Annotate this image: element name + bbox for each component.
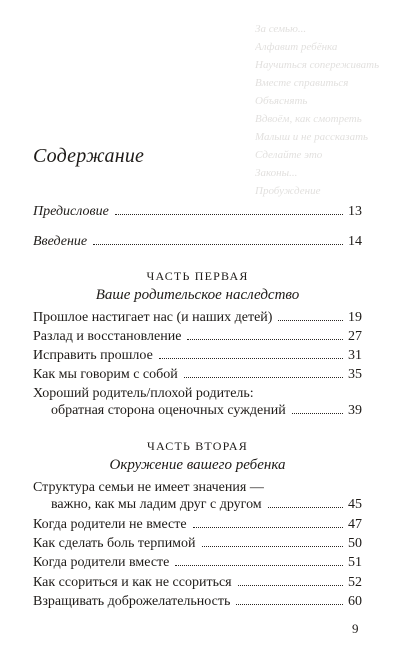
toc-page-number: 47 bbox=[348, 517, 362, 532]
toc-entry-text-continued: важно, как мы ладим друг с другом bbox=[51, 497, 262, 512]
toc-entry[interactable] bbox=[33, 347, 362, 364]
part-one-label: ЧАСТЬ ПЕРВАЯ bbox=[146, 269, 249, 283]
toc-entry-text: Как сделать боль терпимой bbox=[33, 536, 196, 551]
toc-entry-text: Когда родители не вместе bbox=[33, 517, 187, 532]
toc-page-number: 51 bbox=[348, 555, 362, 570]
toc-page-number: 27 bbox=[348, 329, 362, 344]
toc-page-number: 14 bbox=[348, 234, 362, 249]
toc-page-number: 19 bbox=[348, 310, 362, 325]
toc-entry-text-continued: обратная сторона оценочных суждений bbox=[51, 403, 286, 418]
leader-dots bbox=[202, 546, 343, 547]
toc-page-number: 35 bbox=[348, 367, 362, 382]
toc-entry-text: Разлад и восстановление bbox=[33, 329, 182, 344]
toc-entry-text: Исправить прошлое bbox=[33, 348, 153, 363]
toc-entry-text: Структура семьи не имеет значения — bbox=[33, 480, 264, 495]
toc-entry[interactable] bbox=[33, 554, 362, 571]
toc-entry-text: Прошлое настигает нас (и наших детей) bbox=[33, 310, 273, 325]
toc-page-number: 39 bbox=[348, 403, 362, 418]
toc-entry-text: Когда родители вместе bbox=[33, 555, 170, 570]
bleed-line: Алфавит ребёнка bbox=[255, 41, 338, 53]
bleed-line: Пробуждение bbox=[255, 185, 321, 197]
toc-entry[interactable] bbox=[33, 328, 362, 345]
toc-entry-text: Введение bbox=[33, 234, 88, 249]
part-two-label: ЧАСТЬ ВТОРАЯ bbox=[147, 439, 248, 453]
leader-dots bbox=[184, 377, 343, 378]
bleed-line: Научиться сопереживать bbox=[255, 59, 380, 71]
toc-entry-foreword[interactable] bbox=[33, 203, 362, 220]
page-number-footer: 9 bbox=[352, 621, 359, 636]
toc-page-number: 31 bbox=[348, 348, 362, 363]
leader-dots bbox=[115, 214, 343, 215]
bleed-line: Объяснять bbox=[255, 95, 308, 107]
leader-dots bbox=[193, 527, 343, 528]
toc-entry-text: Взращивать доброжелательность bbox=[33, 594, 231, 609]
bleed-line: Сделайте это bbox=[255, 149, 323, 161]
bleed-line: Вместе справиться bbox=[255, 77, 349, 89]
toc-entry-multiline[interactable] bbox=[33, 385, 362, 419]
toc-entry[interactable] bbox=[33, 516, 362, 533]
toc-entry[interactable] bbox=[33, 366, 362, 383]
leader-dots bbox=[238, 585, 343, 586]
toc-entry[interactable] bbox=[33, 574, 362, 591]
toc-entry-introduction[interactable] bbox=[33, 233, 362, 250]
toc-page-number: 52 bbox=[348, 575, 362, 590]
bleed-line: За семью... bbox=[255, 23, 307, 35]
leader-dots bbox=[292, 413, 343, 414]
leader-dots bbox=[236, 604, 343, 605]
leader-dots bbox=[278, 320, 343, 321]
leader-dots bbox=[187, 339, 343, 340]
toc-entry[interactable] bbox=[33, 593, 362, 610]
toc-page-number: 60 bbox=[348, 594, 362, 609]
leader-dots bbox=[175, 565, 343, 566]
leader-dots bbox=[159, 358, 343, 359]
part-one-title: Ваше родительское наследство bbox=[95, 287, 300, 303]
toc-entry-text: Предисловие bbox=[33, 204, 109, 219]
toc-page-number: 45 bbox=[348, 497, 362, 512]
bleed-line: Малыш и не рассказать bbox=[255, 131, 369, 143]
bleed-line: Вдвоём, как смотреть bbox=[255, 113, 362, 125]
toc-entry[interactable] bbox=[33, 535, 362, 552]
part-two-title: Окружение вашего ребенка bbox=[109, 457, 286, 473]
toc-entry[interactable] bbox=[33, 309, 362, 326]
toc-entry-multiline[interactable] bbox=[33, 479, 362, 513]
leader-dots bbox=[93, 244, 343, 245]
leader-dots bbox=[268, 507, 343, 508]
toc-entry-text: Как ссориться и как не ссориться bbox=[33, 575, 232, 590]
bleed-line: Законы... bbox=[255, 167, 298, 179]
toc-entry-text: Как мы говорим с собой bbox=[33, 367, 178, 382]
toc-page-number: 13 bbox=[348, 204, 362, 219]
page-title: Содержание bbox=[33, 145, 145, 167]
toc-entry-text: Хороший родитель/плохой родитель: bbox=[33, 386, 254, 401]
toc-page-number: 50 bbox=[348, 536, 362, 551]
